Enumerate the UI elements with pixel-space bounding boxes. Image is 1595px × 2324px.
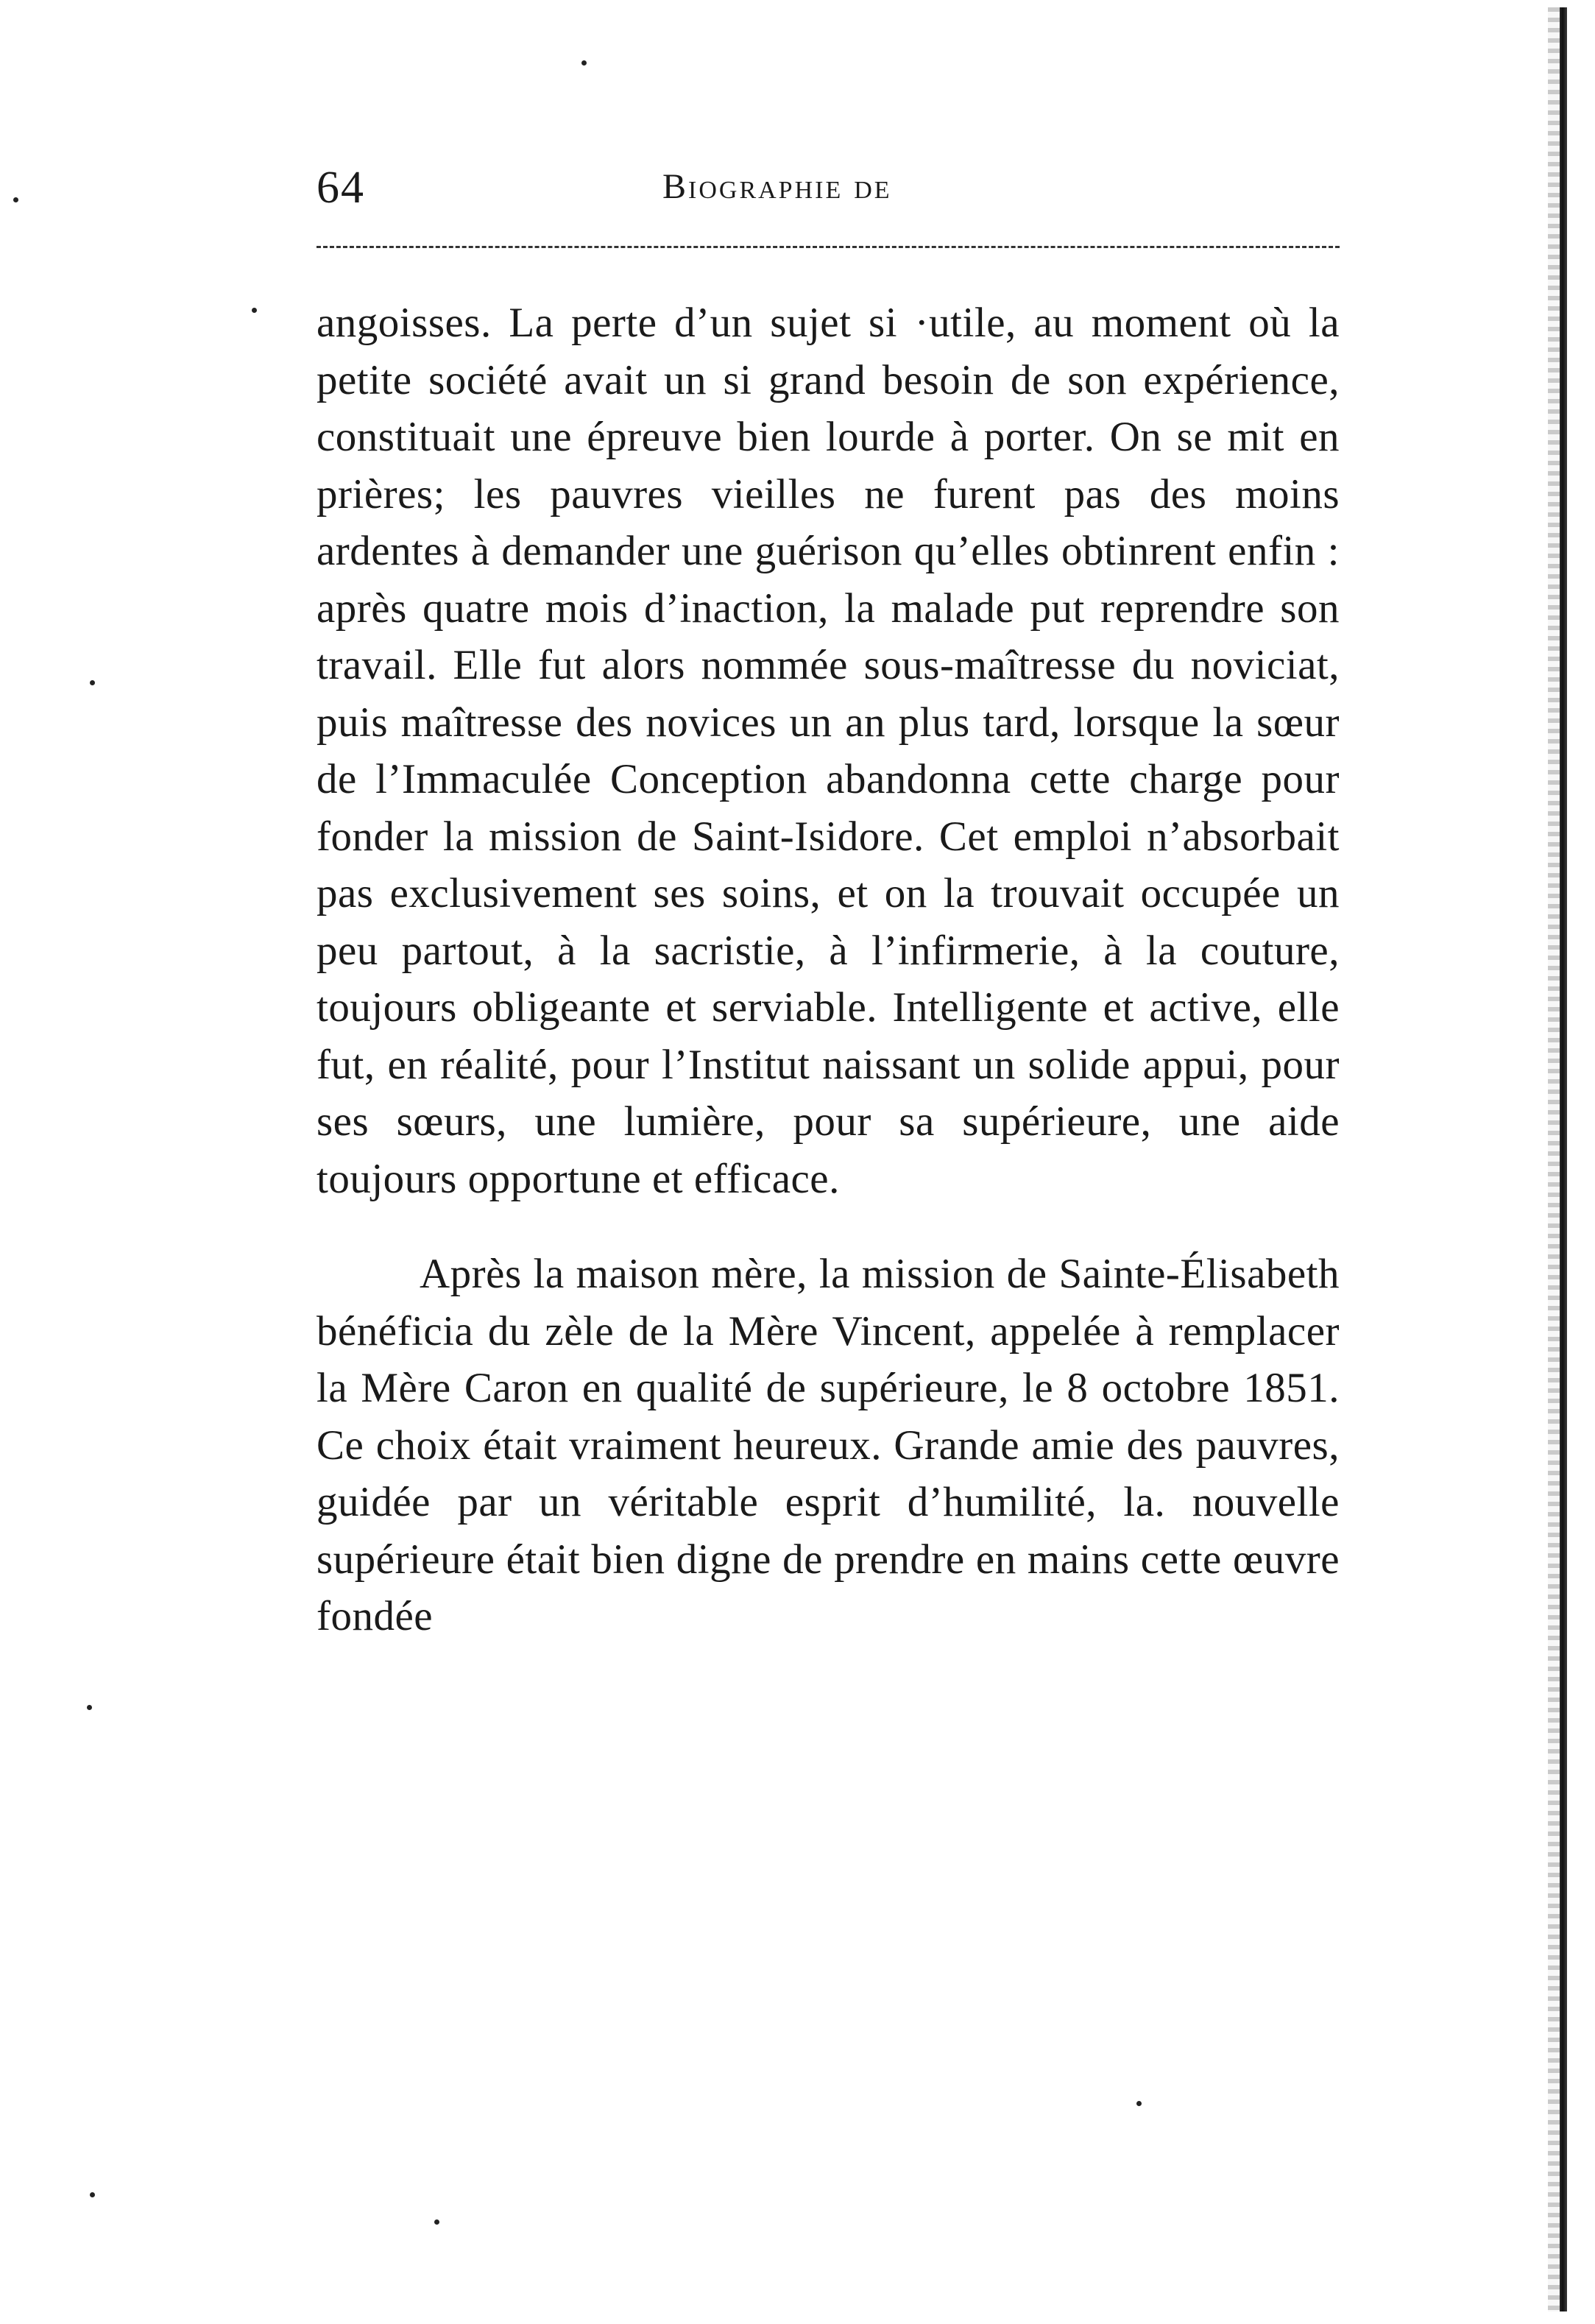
header-rule	[316, 246, 1340, 248]
page-number: 64	[316, 163, 365, 213]
print-speck	[13, 197, 18, 202]
paragraph-1: angoisses. La perte d’un sujet si ·utile, au moment où la petite société avait un si grand besoin de son expérience, constituait une épreuve bien lourde à porter. On se mit en prières; les pauvres vieilles ne furent pas des moins ardentes à demander une guérison qu’elles obtinrent enfin : après quatre mois d’inaction, la malade put reprendre son travail. Elle fut alors nommée sous-maîtresse du noviciat, puis maîtresse des novices un an plus tard, lorsque la sœur de l’Immaculée Conception abandonna cette charge pour fonder la mission de Saint-Isidore. Cet emploi n’absorbait pas exclusivement ses soins, et on la trouvait occupée un peu partout, à la sacristie, à l’infirmerie, à la couture, toujours obligeante et serviable. Intelligente et active, elle fut, en réalité, pour l’Institut naissant un solide appui, pour ses sœurs, une lumière, pour sa supérieure, une aide toujours opportune et efficace.	[316, 300, 1340, 1202]
page-header	[316, 162, 1340, 228]
paragraph-2: Après la maison mère, la mission de Sainte-Élisabeth bénéficia du zèle de la Mère Vincent, appelée à remplacer la Mère Caron en qualité de supérieure, le 8 octobre 1851. Ce choix était vraiment heureux. Grande amie des pauvres, guidée par un véritable esprit d’humilité, la. nouvelle supérieure était bien digne de prendre en mains cette œuvre fondée	[316, 1251, 1340, 1639]
print-speck	[434, 2219, 439, 2225]
print-speck	[90, 2192, 95, 2197]
print-speck	[90, 680, 95, 685]
running-title: Biographie de	[662, 167, 892, 206]
print-speck	[581, 60, 587, 66]
print-speck	[1136, 2101, 1142, 2106]
print-speck	[252, 308, 257, 313]
print-speck	[87, 1705, 92, 1710]
binding-shadow	[1548, 7, 1560, 2311]
binding-edge	[1560, 7, 1567, 2311]
body-text	[316, 294, 1340, 1645]
